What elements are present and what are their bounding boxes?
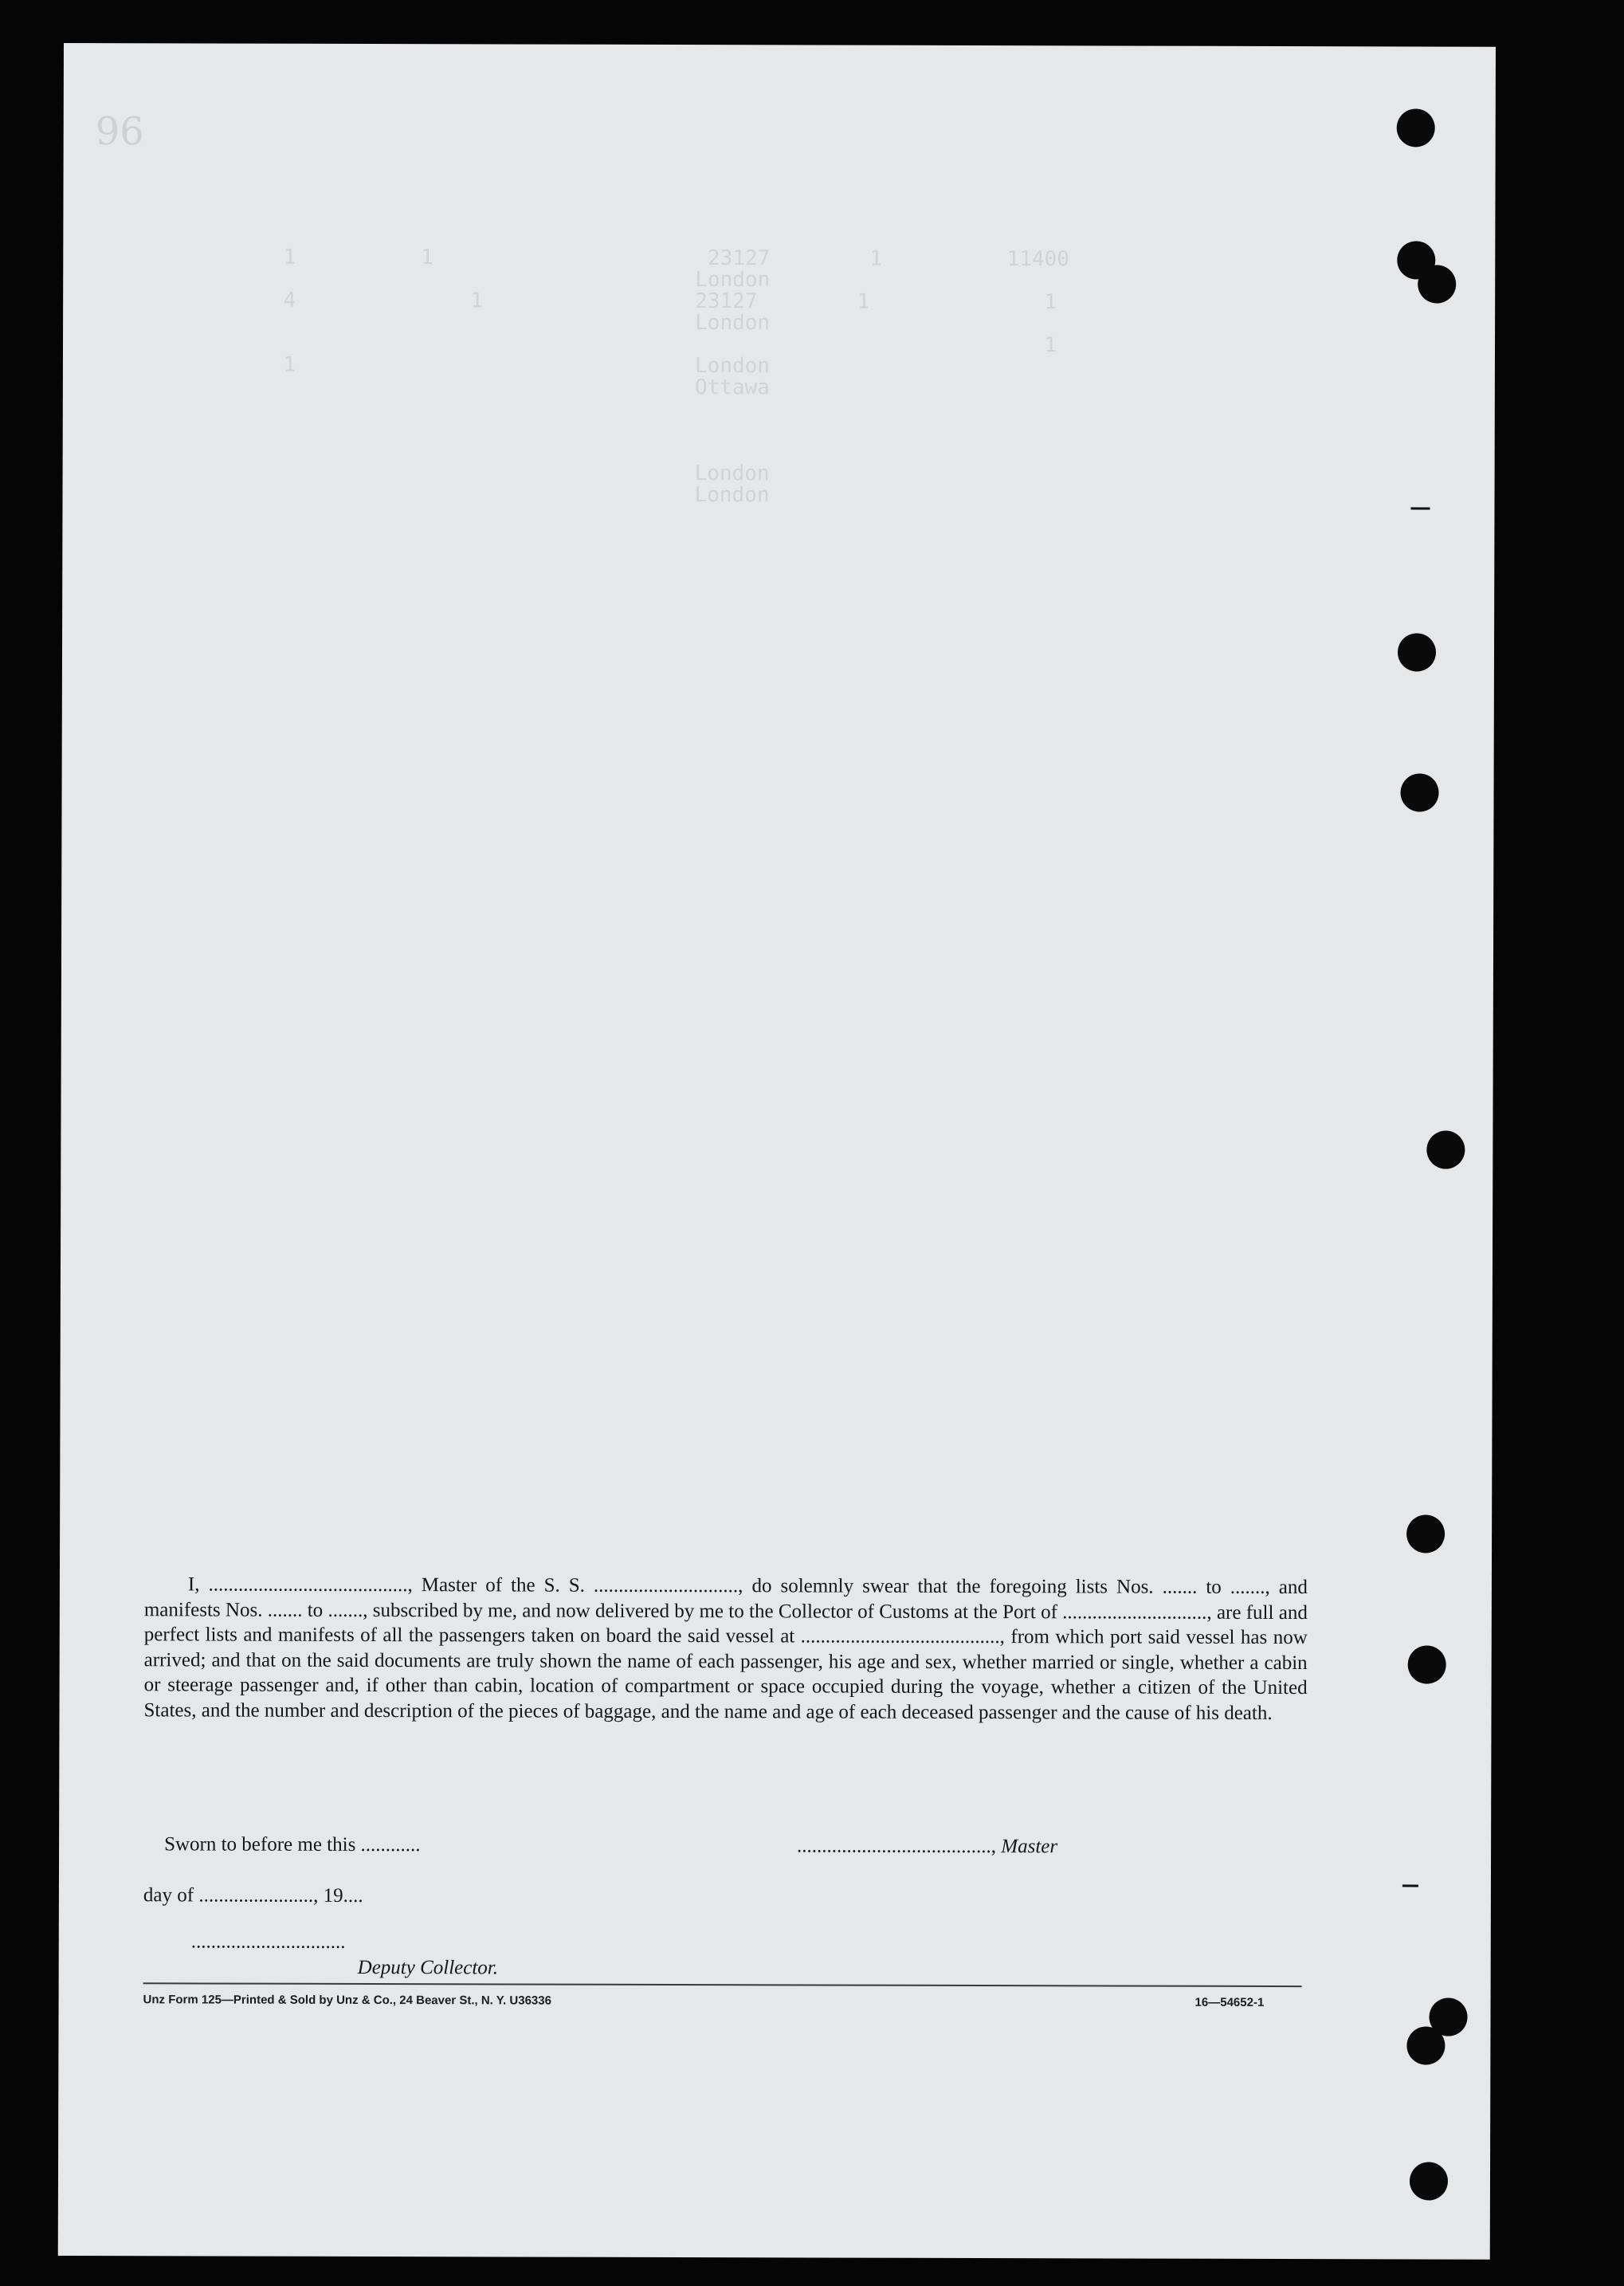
punch-hole (1406, 1514, 1445, 1553)
master-oath-paragraph (143, 1572, 1307, 1726)
form-number: 16—54652-1 (1194, 1995, 1265, 2009)
punch-hole (1418, 265, 1456, 303)
sworn-before-line: Sworn to before me this ............ (164, 1833, 421, 1856)
punch-hole (1406, 2026, 1445, 2064)
master-dots: ......................................., (797, 1835, 1002, 1858)
form-imprint: Unz Form 125—Printed & Sold by Unz & Co., 24 Beaver St., N. Y. U36336 (143, 1993, 551, 2008)
punch-hole (1410, 2162, 1448, 2200)
day-of-line: day of ......................., 19.... (143, 1884, 363, 1907)
footer-rule (143, 1982, 1302, 1987)
edge-mark (1402, 1884, 1418, 1887)
edge-mark (1410, 507, 1430, 509)
manifest-sheet (58, 43, 1496, 2260)
deputy-collector-label: Deputy Collector. (357, 1956, 499, 1979)
punch-hole (1397, 108, 1435, 147)
show-through-page-number: 96 (95, 107, 144, 152)
deputy-collector-dots: ............................... (190, 1931, 346, 1953)
punch-hole (1426, 1130, 1465, 1169)
punch-hole (1398, 633, 1436, 671)
show-through-typed-list: 1 1 23127 1 11400 London 4 1 23127 1 1 London 1 1 London Ottawa London London (158, 137, 1070, 508)
oath-text: I, ........................................, Master of the S. S. ............................., do solemnly swear that the foregoing lists Nos. ....... to ......., and manifests Nos. ....... to ......., subscribed by me, and now delivered by me to the Collector of Customs at the Port of ............................., are full and perfect lists and manifests of all the passengers taken on board the said vessel at ........................................, from which port said vessel has now arrived; and that on the said documents are truly shown the name of each passenger, his age and sex, whether married or single, whether a cabin or steerage passenger and, if other than cabin, location of compartment or space occupied during the voyage, whether a citizen of the United States, and the number and description of the pieces of baggage, and the name and age of each deceased passenger and the cause of his death. (143, 1573, 1308, 1724)
master-signature-line (797, 1835, 1057, 1858)
punch-hole (1408, 1645, 1446, 1683)
master-label: Master (1001, 1836, 1058, 1858)
punch-hole (1400, 773, 1438, 811)
